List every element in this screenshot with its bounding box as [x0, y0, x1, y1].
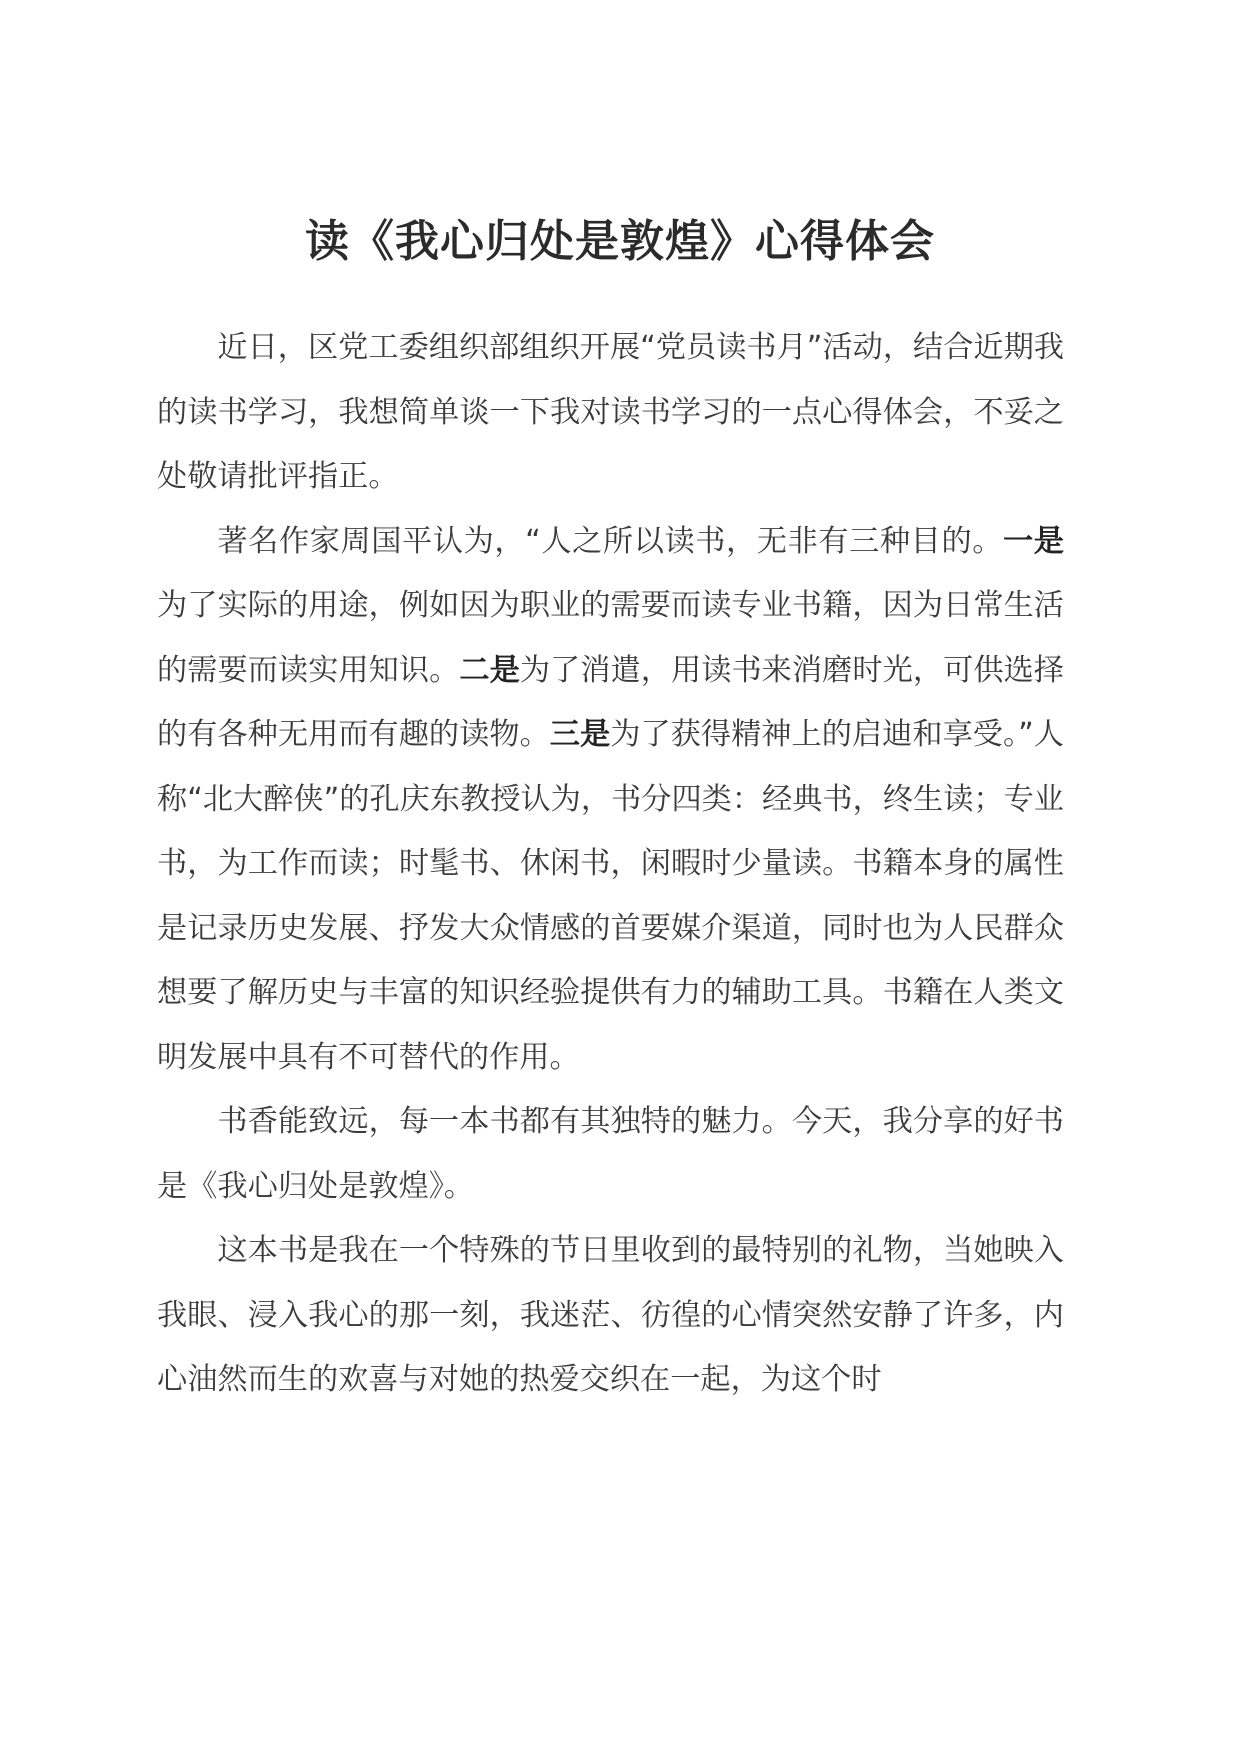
paragraph-segment: 为了获得精神上的启迪和享受。”人称“北大醉侠”的孔庆东教授认为，书分四类：经典书，终生读；专业书，为工作而读；时髦书、休闲书，闲暇时少量读。书籍本身的属性是记录历史发展、抒发大众情感的首要媒介渠道，同时也为人民群众想要了解历史与丰富的知识经验提供有力的辅助工具。书籍在人类文明发展中具有不可替代的作用。 — [157, 717, 1064, 1075]
document-title: 读《我心归处是敦煌》心得体会 — [305, 216, 935, 267]
paragraph-intro: 近日，区党工委组织部组织开展“党员读书月”活动，结合近期我的读书学习，我想简单谈一下我对读书学习的一点心得体会，不妥之处敬请批评指正。 — [157, 330, 1064, 494]
paragraph-reading-purposes — [157, 510, 1064, 1091]
paragraph-segment: 著名作家周国平认为，“人之所以读书，无非有三种目的。 — [217, 523, 1004, 559]
paragraph-book-share: 书香能致远，每一本书都有其独特的魅力。今天，我分享的好书是《我心归处是敦煌》。 — [157, 1104, 1064, 1204]
paragraph-segment: 为了消遣，用读书来消磨时光，可供选择的有各种无用而有趣的读物。 — [157, 652, 1064, 752]
paragraph-gift: 这本书是我在一个特殊的节日里收到的最特别的礼物，当她映入我眼、浸入我心的那一刻，我迷茫、彷徨的心情突然安静了许多，内心油然而生的欢喜与对她的热爱交织在一起，为这个时 — [157, 1233, 1064, 1397]
document-body — [157, 316, 1064, 1413]
emphasis-second: 二是 — [459, 652, 520, 688]
emphasis-first: 一是 — [1003, 523, 1064, 559]
paragraph-segment: 为了实际的用途，例如因为职业的需要而读专业书籍，因为日常生活的需要而读实用知识。 — [157, 588, 1064, 688]
emphasis-third: 三是 — [549, 717, 611, 752]
